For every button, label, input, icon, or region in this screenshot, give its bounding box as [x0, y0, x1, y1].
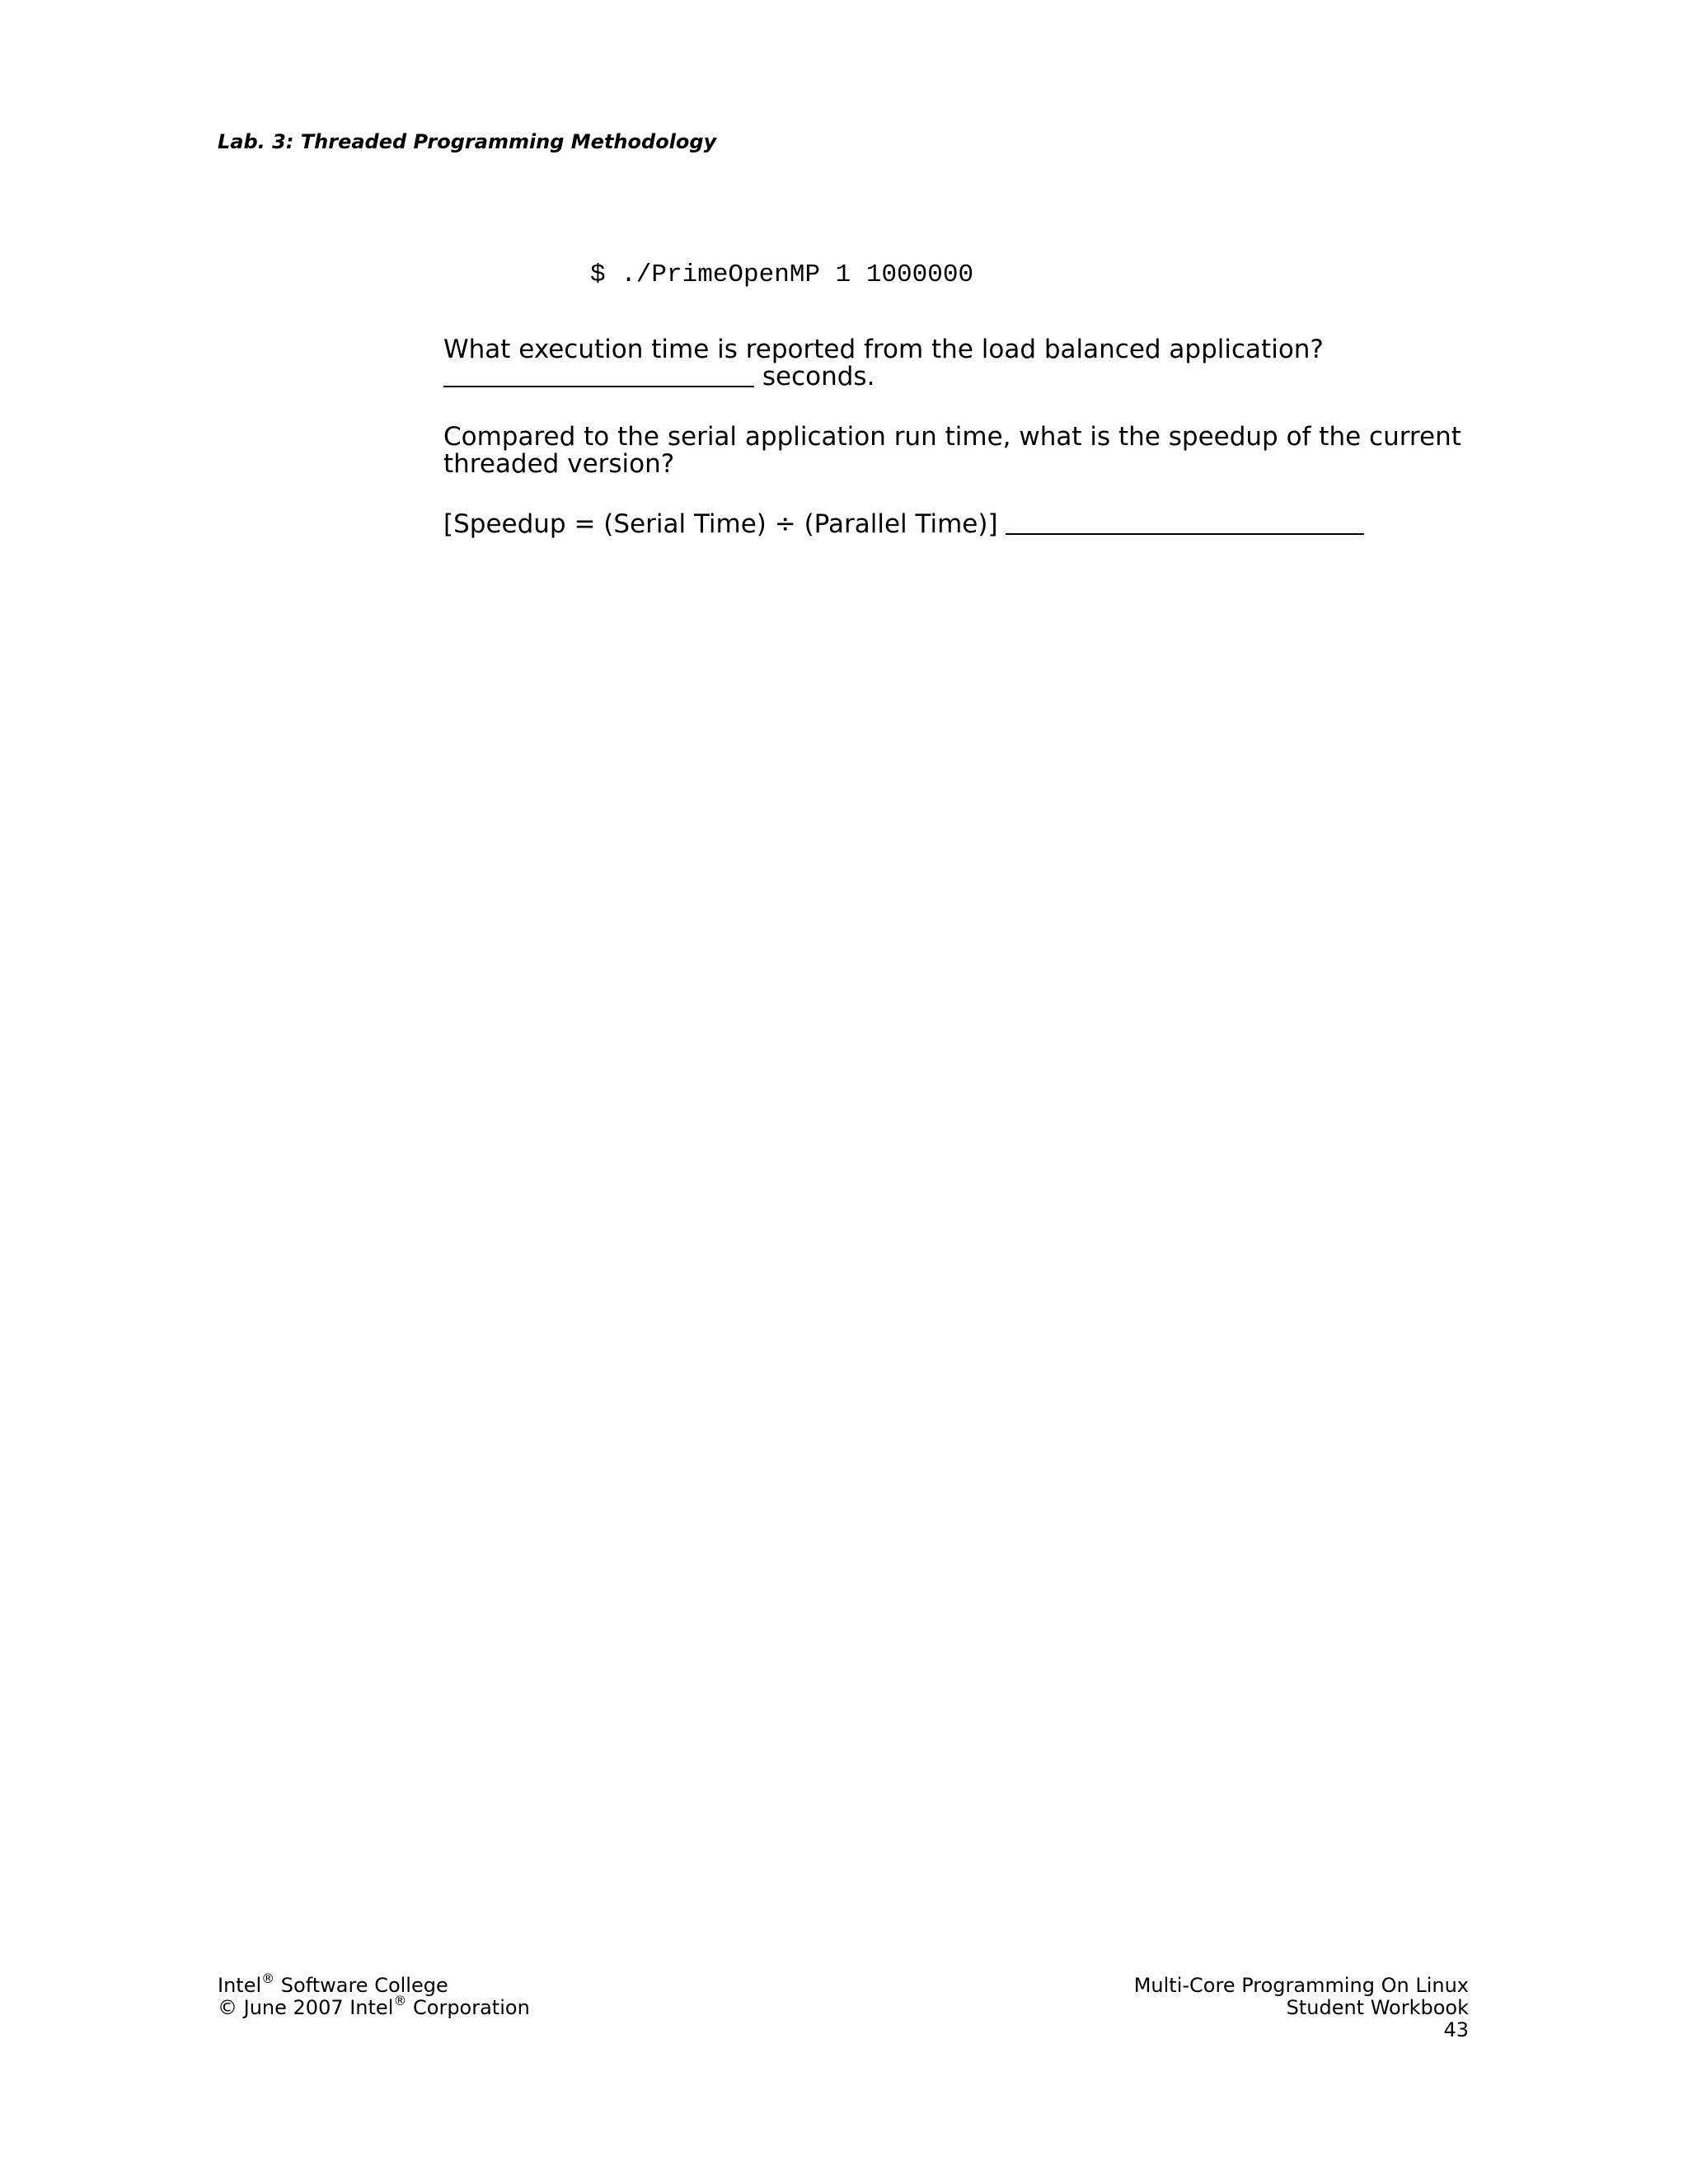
- footer-right: [1134, 1975, 1469, 2041]
- page-number: 43: [1443, 2018, 1469, 2041]
- answer-blank[interactable]: [443, 364, 754, 387]
- question-execution-time: [443, 336, 1324, 391]
- footer-company: Intel® Software College: [218, 1971, 448, 1997]
- footer-course-title: Multi-Core Programming On Linux: [1133, 1974, 1469, 1997]
- question-text-line-2: threaded version?: [443, 449, 675, 479]
- question-speedup: [443, 424, 1461, 478]
- answer-suffix: seconds.: [754, 362, 875, 391]
- page-header-title: Lab. 3: Threaded Programming Methodology: [218, 130, 717, 153]
- question-text: What execution time is reported from the load balanced application?: [443, 335, 1324, 364]
- footer-copyright: © June 2007 Intel® Corporation: [218, 1993, 530, 2019]
- footer-left: [218, 1971, 530, 2019]
- speedup-answer-blank[interactable]: [1006, 512, 1364, 535]
- question-text-line-1: Compared to the serial application run time, what is the speedup of the current: [443, 422, 1461, 452]
- answer-line: [443, 363, 1324, 391]
- footer-workbook: Student Workbook: [1286, 1996, 1469, 2019]
- speedup-formula: [443, 511, 1364, 538]
- formula-text: [Speedup = (Serial Time) ÷ (Parallel Time)]: [443, 509, 1006, 539]
- command-line: $ ./PrimeOpenMP 1 1000000: [590, 260, 974, 289]
